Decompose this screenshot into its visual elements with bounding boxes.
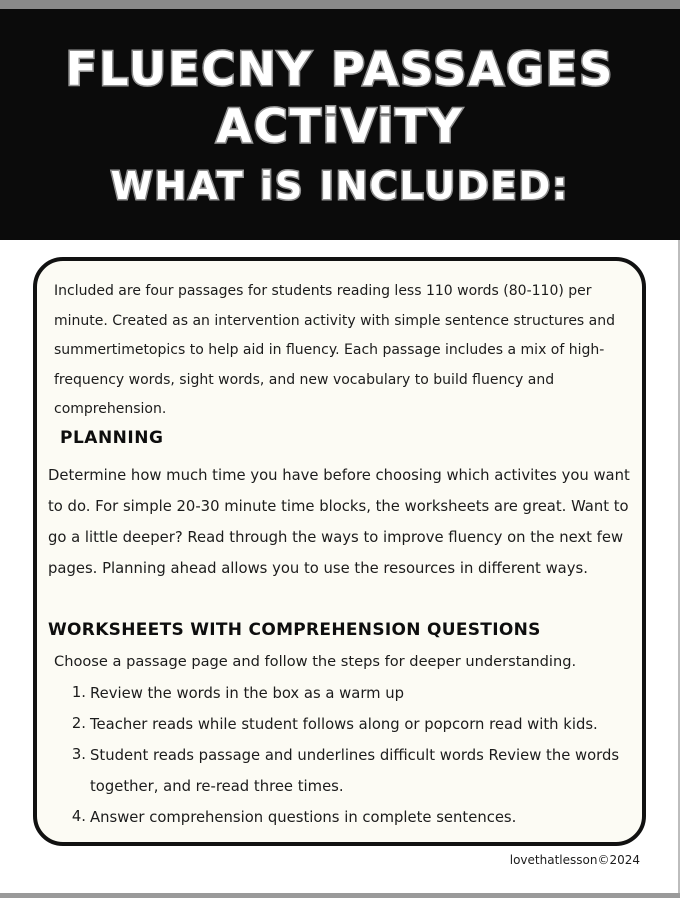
step-number: 3.: [71, 746, 86, 763]
top-edge: [0, 0, 680, 9]
step-number: 4.: [71, 808, 86, 825]
step-text: Answer comprehension questions in complete sentences.: [90, 809, 517, 826]
worksheets-intro: Choose a passage page and follow the steps for deeper understanding.: [54, 653, 577, 670]
step-text: Student reads passage and underlines difficult words Review the words together, and re-read three times.: [90, 747, 620, 795]
step-4: [64, 807, 624, 829]
bottom-edge: [0, 893, 680, 898]
planning-paragraph: Determine how much time you have before choosing which activites you want to do. For simple 20-30 minute time blocks, the worksheets are great. Want to go a little deeper? Read through the ways to improve fluency on the next few pages. Planning ahead allows you to use the resources in different ways.: [48, 467, 630, 577]
step-text: Teacher reads while student follows along or popcorn read with kids.: [90, 716, 598, 733]
step-2: [64, 714, 634, 736]
step-number: 2.: [71, 715, 86, 732]
title-banner: [0, 9, 680, 240]
step-text: Review the words in the box as a warm up: [90, 685, 405, 702]
step-1: [64, 683, 624, 705]
title-line-3: WHAT iS INCLUDED:: [110, 164, 570, 208]
title-line-2: ACTiViTY: [216, 99, 464, 153]
copyright-footer: lovethatlesson©2024: [509, 853, 640, 867]
worksheets-heading: WORKSHEETS WITH COMPREHENSION QUESTIONS: [48, 620, 541, 640]
planning-heading: PLANNING: [60, 428, 164, 448]
step-number: 1.: [71, 684, 86, 701]
step-3: [64, 745, 634, 805]
title-line-1: FLUECNY PASSAGES: [65, 42, 615, 96]
intro-paragraph: Included are four passages for students reading less 110 words (80-110) per minute. Created as an intervention activity with simple sentence structures and summertimetopics to help aid in fluency. Each passage includes a mix of high-frequency words, sight words, and new vocabulary to build fluency and comprehension.: [54, 283, 616, 417]
